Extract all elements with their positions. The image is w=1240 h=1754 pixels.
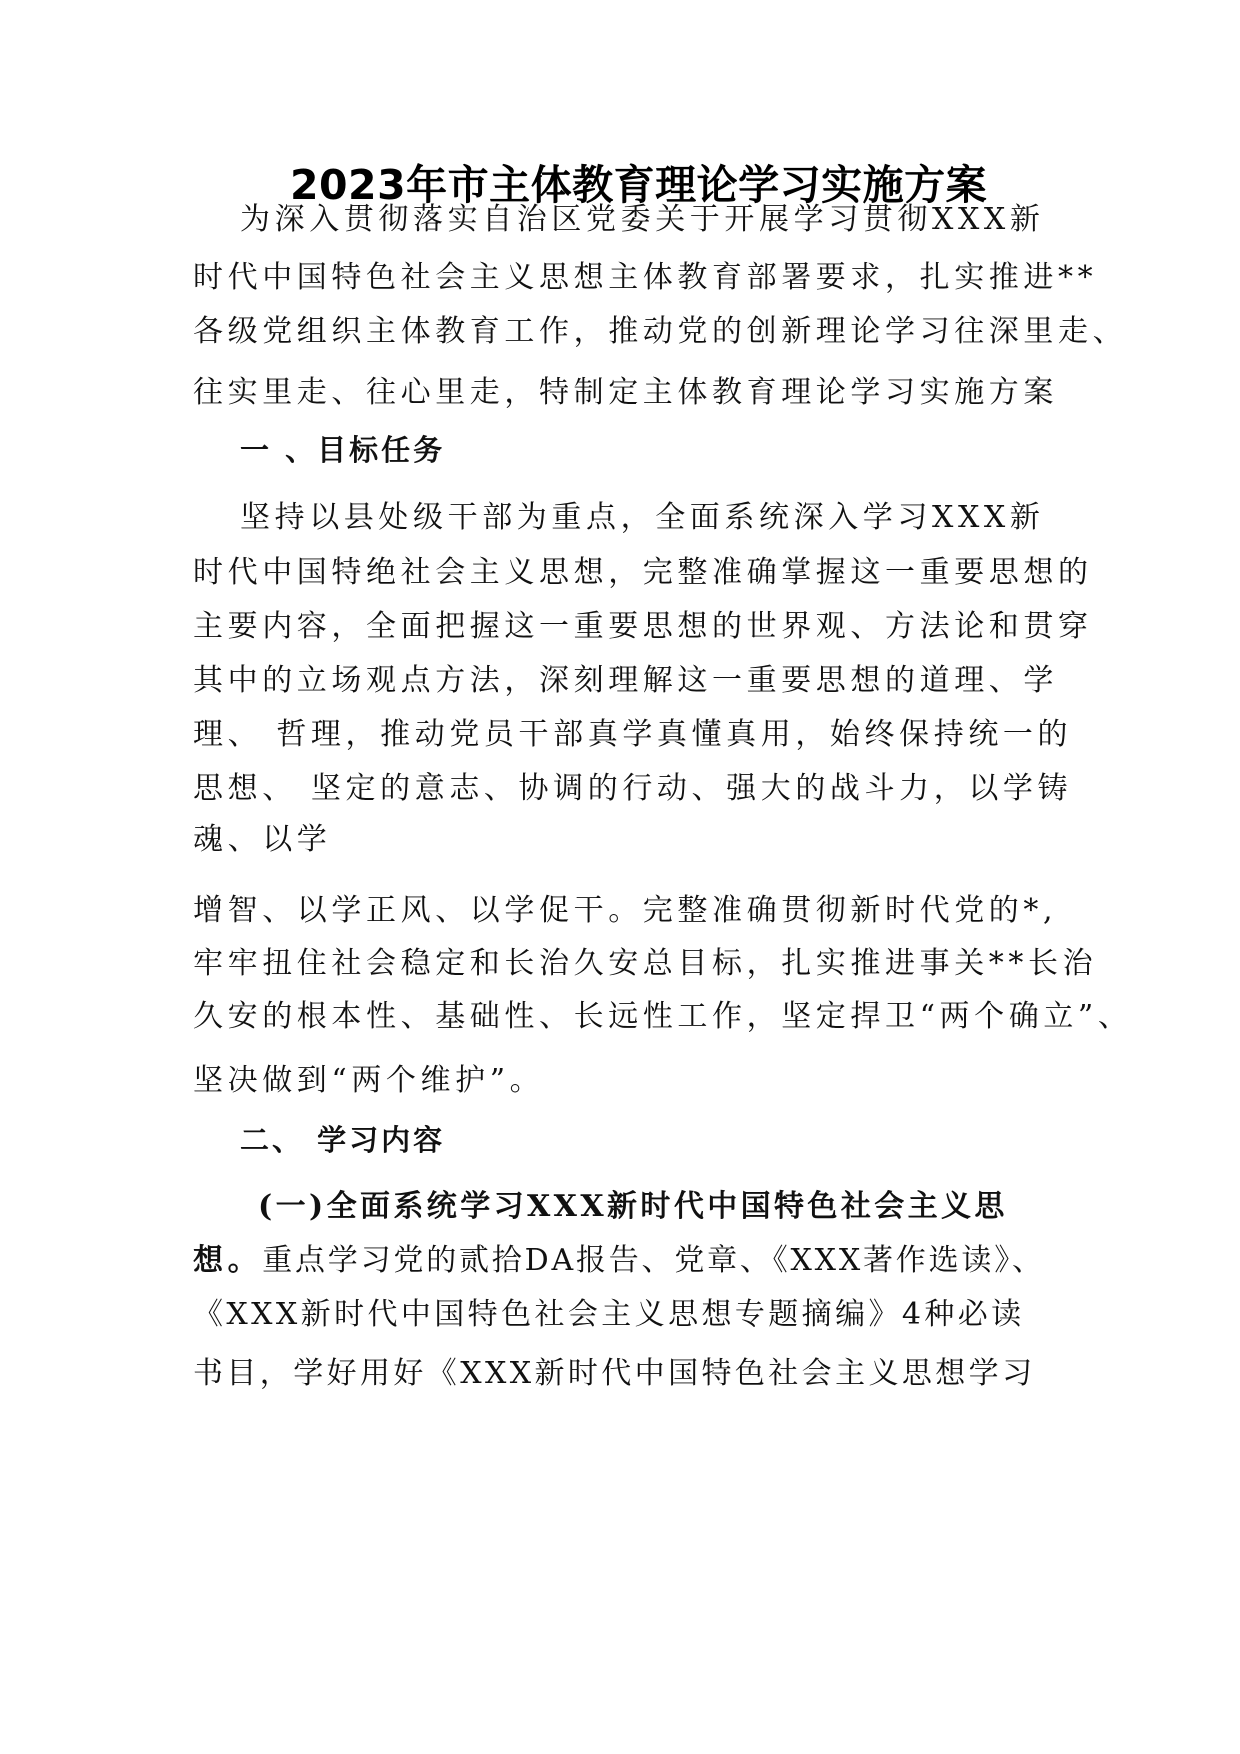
section-heading-2: 二、 学习内容 <box>240 1123 446 1157</box>
section1-line-2: 时代中国特绝社会主义思想，完整准确掌握这一重要思想的 <box>193 555 1093 590</box>
document-title: 2023年市主体教育理论学习实施方案 <box>290 161 988 209</box>
sub-heading-1-end: 想。 <box>193 1243 263 1278</box>
section2-line-3: 《XXX新时代中国特色社会主义思想专题摘编》4种必读 <box>193 1297 1025 1332</box>
intro-line-3: 各级党组织主体教育工作，推动党的创新理论学习往深里走、 <box>193 314 1128 349</box>
section1-line-4: 其中的立场观点方法，深刻理解这一重要思想的道理、学 <box>193 663 1058 698</box>
intro-line-4: 往实里走、往心里走，特制定主体教育理论学习实施方案 <box>193 375 1058 410</box>
section1-line-1: 坚持以县处级干部为重点，全面系统深入学习XXX新 <box>240 500 1045 535</box>
intro-line-2: 时代中国特色社会主义思想主体教育部署要求，扎实推进** <box>193 260 1098 295</box>
section1-line-8: 增智、以学正风、以学促干。完整准确贯彻新时代党的*, <box>193 893 1058 928</box>
section1-line-10: 久安的根本性、基础性、长远性工作，坚定捍卫“两个确立”、 <box>193 999 1133 1034</box>
section2-line-4: 书目，学好用好《XXX新时代中国特色社会主义思想学习 <box>193 1356 1036 1391</box>
sub-heading-1: (一)全面系统学习XXX新时代中国特色社会主义思 <box>258 1189 1008 1224</box>
section-heading-1: 一 、目标任务 <box>240 433 446 467</box>
section1-line-3: 主要内容，全面把握这一重要思想的世界观、方法论和贯穿 <box>193 609 1093 644</box>
section1-line-5: 理、 哲理，推动党员干部真学真懂真用，始终保持统一的 <box>193 717 1073 752</box>
section1-line-6: 思想、 坚定的意志、协调的行动、强大的战斗力，以学铸 <box>193 771 1073 806</box>
section2-line-2-text: 重点学习党的贰拾DA报告、党章、《XXX著作选读》、 <box>262 1243 1045 1278</box>
section1-line-11: 坚决做到“两个维护”。 <box>193 1063 545 1098</box>
intro-line-1: 为深入贯彻落实自治区党委关于开展学习贯彻XXX新 <box>240 202 1045 237</box>
section1-line-7: 魂、以学 <box>193 822 332 857</box>
section2-line-2 <box>193 1241 1045 1281</box>
section1-line-9: 牢牢扭住社会稳定和长治久安总目标，扎实推进事关**长治 <box>193 946 1098 981</box>
